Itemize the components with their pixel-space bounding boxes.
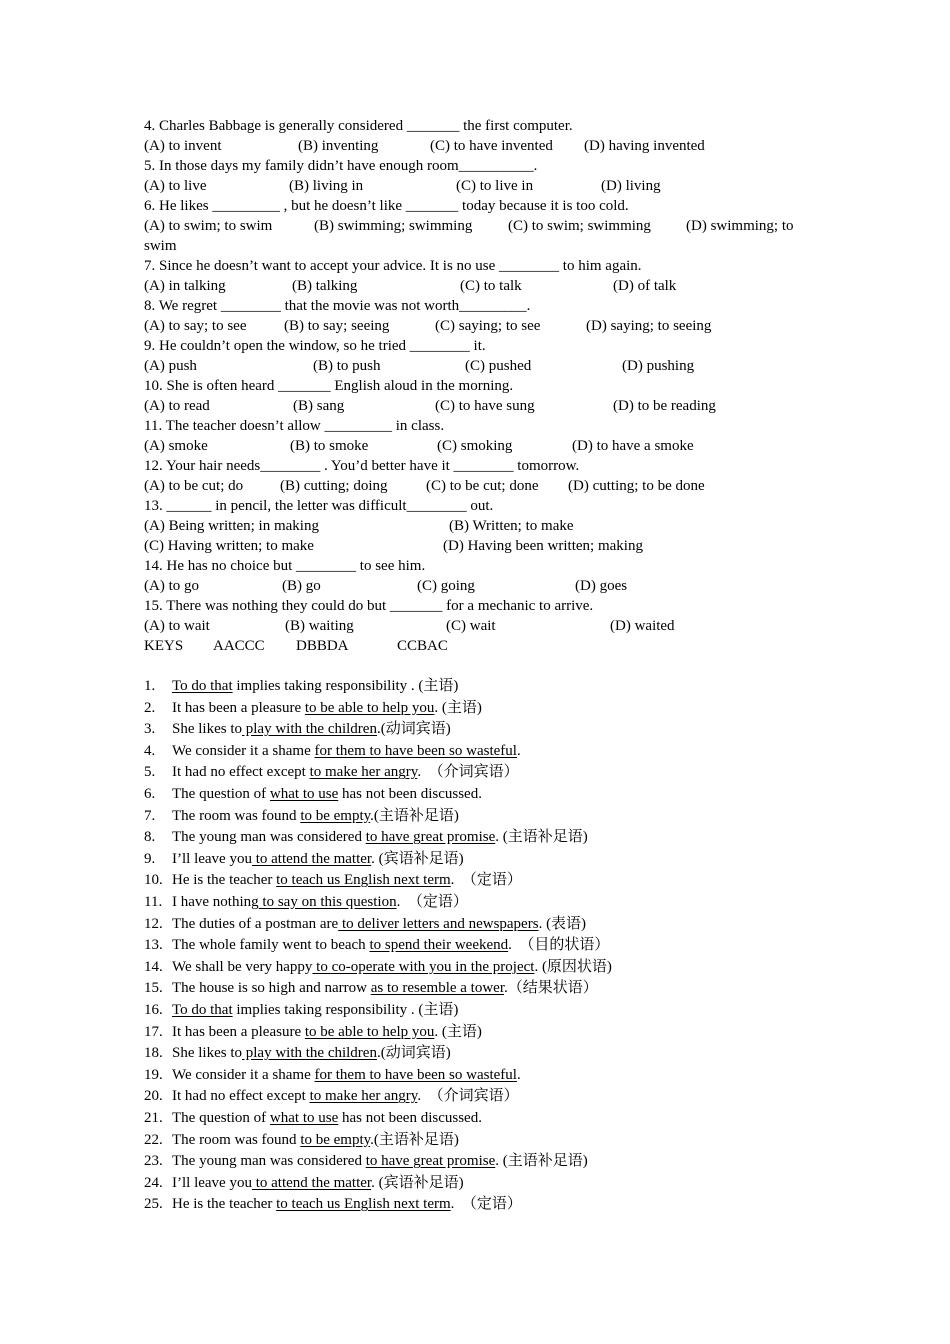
q13-option-b: (B) Written; to make xyxy=(449,518,574,534)
example-number: 3. xyxy=(144,721,156,738)
example-function-label: . （介词宾语） xyxy=(417,1088,519,1105)
example-infinitive-underlined: to attend the matter xyxy=(251,1174,372,1191)
example-text-before: It has been a pleasure xyxy=(172,699,305,716)
example-number: 7. xyxy=(144,807,156,824)
question-4-stem: 4. Charles Babbage is generally considered _______ the first computer. xyxy=(144,118,573,134)
example-row xyxy=(144,957,612,977)
q11-option-a: (A) smoke xyxy=(144,438,208,454)
example-row xyxy=(144,1151,588,1171)
q7-option-a: (A) in talking xyxy=(144,278,226,294)
example-function-label: implies taking responsibility . (主语) xyxy=(232,1002,459,1018)
example-text-before: I have nothing xyxy=(172,894,259,910)
example-text-before: We consider it a shame xyxy=(172,1066,315,1083)
example-infinitive-underlined: as to resemble a tower xyxy=(370,980,505,997)
example-infinitive-underlined: to have great promise xyxy=(365,1153,496,1170)
example-number: 20. xyxy=(144,1088,163,1105)
example-text-before: He is the teacher xyxy=(172,1196,277,1213)
q7-option-d: (D) of talk xyxy=(613,278,677,294)
example-text-before: He is the teacher xyxy=(172,872,277,889)
q6-option-a: (A) to swim; to swim xyxy=(144,218,273,234)
question-15-stem: 15. There was nothing they could do but _______ for a mechanic to arrive. xyxy=(144,598,594,614)
example-infinitive-underlined: to co-operate with you in the project xyxy=(312,958,535,975)
example-text-before: She likes to xyxy=(172,721,242,738)
example-text-before: We consider it a shame xyxy=(172,742,315,759)
example-number: 10. xyxy=(144,872,163,889)
example-number: 25. xyxy=(144,1196,163,1213)
example-function-label: . (主语) xyxy=(434,1023,482,1040)
example-number: 5. xyxy=(144,764,156,781)
example-number: 16. xyxy=(144,1002,163,1018)
example-number: 17. xyxy=(144,1023,163,1040)
example-text-before: The whole family went to beach xyxy=(172,937,370,954)
q12-option-a: (A) to be cut; do xyxy=(144,478,244,494)
q13-option-d: (D) Having been written; making xyxy=(443,538,643,554)
example-infinitive-underlined: To do that xyxy=(172,678,233,694)
example-infinitive-underlined: to be empty xyxy=(300,807,371,824)
q11-option-c: (C) smoking xyxy=(437,438,513,454)
example-number: 1. xyxy=(144,678,156,694)
question-10-stem: 10. She is often heard _______ English aloud in the morning. xyxy=(144,378,514,394)
example-row xyxy=(144,784,482,804)
example-text-before: The house is so high and narrow xyxy=(172,980,371,997)
q7-option-c: (C) to talk xyxy=(460,278,522,294)
example-infinitive-underlined: to have great promise xyxy=(365,829,496,846)
example-text-before: I’ll leave you xyxy=(172,850,252,867)
example-row xyxy=(144,892,468,912)
example-function-label: . （定语） xyxy=(396,894,468,910)
q9-option-c: (C) pushed xyxy=(465,358,532,374)
example-infinitive-underlined: play with the children xyxy=(242,1045,377,1062)
q7-option-b: (B) talking xyxy=(292,278,358,294)
example-function-label: .(主语补足语) xyxy=(370,1131,459,1148)
q14-option-c: (C) going xyxy=(417,578,475,594)
q6-option-b: (B) swimming; swimming xyxy=(314,218,473,234)
example-row xyxy=(144,1022,482,1042)
example-number: 19. xyxy=(144,1066,163,1083)
example-text-before: It had no effect except xyxy=(172,1088,310,1105)
q5-option-b: (B) living in xyxy=(289,178,364,194)
example-function-label: . (宾语补足语) xyxy=(371,1174,464,1191)
example-number: 8. xyxy=(144,829,156,846)
q10-option-c: (C) to have sung xyxy=(435,398,535,414)
q15-option-d: (D) waited xyxy=(610,618,675,634)
q13-option-a: (A) Being written; in making xyxy=(144,518,319,534)
example-infinitive-underlined: to spend their weekend xyxy=(369,937,509,954)
example-row xyxy=(144,676,458,696)
example-number: 11. xyxy=(144,894,163,910)
example-infinitive-underlined: to be able to help you xyxy=(304,1023,435,1040)
example-text-before: The room was found xyxy=(172,807,301,824)
example-function-label: has not been discussed. xyxy=(338,1110,482,1126)
q6-option-d-wrap: swim xyxy=(144,238,177,254)
q5-option-d: (D) living xyxy=(601,178,661,194)
example-text-before: I’ll leave you xyxy=(172,1174,252,1191)
question-12-stem: 12. Your hair needs________ . You’d better have it ________ tomorrow. xyxy=(144,458,580,474)
q10-option-b: (B) sang xyxy=(293,398,345,414)
example-row xyxy=(144,914,586,934)
example-infinitive-underlined: to be empty xyxy=(300,1131,371,1148)
example-text-before: The question of xyxy=(172,1110,270,1126)
q12-option-b: (B) cutting; doing xyxy=(280,478,388,494)
example-number: 2. xyxy=(144,699,156,716)
keys-group-3: CCBAC xyxy=(397,638,448,654)
q15-option-b: (B) waiting xyxy=(285,618,354,634)
example-row xyxy=(144,849,464,869)
example-row xyxy=(144,698,482,718)
example-infinitive-underlined: for them to have been so wasteful xyxy=(314,1066,517,1083)
example-row xyxy=(144,1130,459,1150)
q4-option-b: (B) inventing xyxy=(298,138,379,154)
keys-group-2: DBBDA xyxy=(296,638,349,654)
example-number: 15. xyxy=(144,980,163,997)
keys-group-1: AACCC xyxy=(213,638,265,654)
example-infinitive-underlined: to attend the matter xyxy=(251,850,372,867)
example-function-label: implies taking responsibility . (主语) xyxy=(232,678,459,694)
example-number: 6. xyxy=(144,786,156,802)
example-row xyxy=(144,762,519,782)
example-number: 14. xyxy=(144,958,163,975)
example-infinitive-underlined: to deliver letters and newspapers xyxy=(338,915,539,932)
q11-option-b: (B) to smoke xyxy=(290,438,369,454)
q4-option-d: (D) having invented xyxy=(584,138,705,154)
keys-label: KEYS xyxy=(144,638,184,654)
q15-option-a: (A) to wait xyxy=(144,618,210,634)
example-row xyxy=(144,1194,522,1214)
example-row xyxy=(144,1065,521,1085)
example-infinitive-underlined: To do that xyxy=(172,1002,233,1018)
example-row xyxy=(144,741,521,761)
q14-option-a: (A) to go xyxy=(144,578,199,594)
q12-option-c: (C) to be cut; done xyxy=(426,478,539,494)
example-function-label: . (表语) xyxy=(538,915,587,932)
example-number: 18. xyxy=(144,1045,163,1062)
q9-option-b: (B) to push xyxy=(313,358,381,374)
question-11-stem: 11. The teacher doesn’t allow _________ in class. xyxy=(144,418,445,434)
example-function-label: .(动词宾语) xyxy=(376,1045,451,1062)
q15-option-c: (C) wait xyxy=(446,618,496,634)
example-text-before: The young man was considered xyxy=(172,829,366,846)
example-text-before: The room was found xyxy=(172,1131,301,1148)
q11-option-d: (D) to have a smoke xyxy=(572,438,694,454)
example-function-label: has not been discussed. xyxy=(338,786,482,802)
example-function-label: . (主语补足语) xyxy=(495,829,588,846)
q5-option-a: (A) to live xyxy=(144,178,207,194)
example-function-label: . (主语) xyxy=(434,699,482,716)
example-text-before: It has been a pleasure xyxy=(172,1023,305,1040)
q6-option-c: (C) to swim; swimming xyxy=(508,218,651,234)
q14-option-b: (B) go xyxy=(282,578,321,594)
example-text-before: It had no effect except xyxy=(172,764,310,781)
example-row xyxy=(144,978,598,998)
example-row xyxy=(144,719,451,739)
question-13-stem: 13. ______ in pencil, the letter was difficult________ out. xyxy=(144,498,494,514)
example-number: 21. xyxy=(144,1110,163,1126)
q10-option-a: (A) to read xyxy=(144,398,210,414)
q8-option-a: (A) to say; to see xyxy=(144,318,247,334)
q4-option-c: (C) to have invented xyxy=(430,138,553,154)
example-number: 24. xyxy=(144,1174,163,1191)
q12-option-d: (D) cutting; to be done xyxy=(568,478,705,494)
example-infinitive-underlined: play with the children xyxy=(242,721,377,738)
example-function-label: .（结果状语） xyxy=(504,980,598,997)
example-function-label: . (原因状语) xyxy=(534,958,612,975)
example-text-before: The question of xyxy=(172,786,270,802)
example-function-label: . （定语） xyxy=(450,872,522,889)
example-infinitive-underlined: what to use xyxy=(269,1110,339,1126)
example-infinitive-underlined: for them to have been so wasteful xyxy=(314,742,517,759)
example-number: 12. xyxy=(144,915,163,932)
example-row xyxy=(144,806,459,826)
q5-option-c: (C) to live in xyxy=(456,178,534,194)
example-text-before: She likes to xyxy=(172,1045,242,1062)
q9-option-d: (D) pushing xyxy=(622,358,695,374)
example-text-before: We shall be very happy xyxy=(172,958,313,975)
q4-option-a: (A) to invent xyxy=(144,138,222,154)
q9-option-a: (A) push xyxy=(144,358,197,374)
example-row xyxy=(144,1043,451,1063)
example-infinitive-underlined: to make her angry xyxy=(309,764,418,781)
example-function-label: . (主语补足语) xyxy=(495,1153,588,1170)
example-function-label: . (宾语补足语) xyxy=(371,850,464,867)
example-function-label: .(主语补足语) xyxy=(370,807,459,824)
example-row xyxy=(144,1000,458,1020)
example-row xyxy=(144,1173,464,1193)
example-function-label: . （介词宾语） xyxy=(417,764,519,781)
example-function-label: . （定语） xyxy=(450,1196,522,1213)
q8-option-b: (B) to say; seeing xyxy=(284,318,390,334)
q8-option-c: (C) saying; to see xyxy=(435,318,541,334)
example-number: 13. xyxy=(144,937,163,954)
q10-option-d: (D) to be reading xyxy=(613,398,716,414)
example-number: 9. xyxy=(144,850,156,867)
question-7-stem: 7. Since he doesn’t want to accept your advice. It is no use ________ to him again. xyxy=(144,258,642,274)
example-text-before: The duties of a postman are xyxy=(172,915,339,932)
example-row xyxy=(144,1108,482,1128)
example-number: 22. xyxy=(144,1131,163,1148)
example-infinitive-underlined: what to use xyxy=(269,786,339,802)
question-14-stem: 14. He has no choice but ________ to see him. xyxy=(144,558,426,574)
example-function-label: . xyxy=(516,742,521,759)
question-5-stem: 5. In those days my family didn’t have enough room__________. xyxy=(144,158,538,174)
example-function-label: . xyxy=(516,1066,521,1083)
question-6-stem: 6. He likes _________ , but he doesn’t like _______ today because it is too cold. xyxy=(144,198,629,214)
example-infinitive-underlined: to teach us English next term xyxy=(276,1196,451,1213)
example-text-before: The young man was considered xyxy=(172,1153,366,1170)
example-infinitive-underlined: to teach us English next term xyxy=(276,872,451,889)
example-function-label: .(动词宾语) xyxy=(376,721,451,738)
example-row xyxy=(144,870,522,890)
question-8-stem: 8. We regret ________ that the movie was not worth_________. xyxy=(144,298,531,314)
example-number: 4. xyxy=(144,742,156,759)
q13-option-c: (C) Having written; to make xyxy=(144,538,314,554)
example-number: 23. xyxy=(144,1153,163,1170)
example-row xyxy=(144,1086,519,1106)
example-infinitive-underlined: to say on this question xyxy=(258,894,397,910)
example-infinitive-underlined: to make her angry xyxy=(309,1088,418,1105)
example-function-label: . （目的状语） xyxy=(508,937,610,954)
q14-option-d: (D) goes xyxy=(575,578,628,594)
q6-option-d: (D) swimming; to xyxy=(686,218,794,234)
example-infinitive-underlined: to be able to help you xyxy=(304,699,435,716)
example-row xyxy=(144,935,609,955)
example-row xyxy=(144,827,588,847)
q8-option-d: (D) saying; to seeing xyxy=(586,318,712,334)
question-9-stem: 9. He couldn’t open the window, so he tried ________ it. xyxy=(144,338,486,354)
